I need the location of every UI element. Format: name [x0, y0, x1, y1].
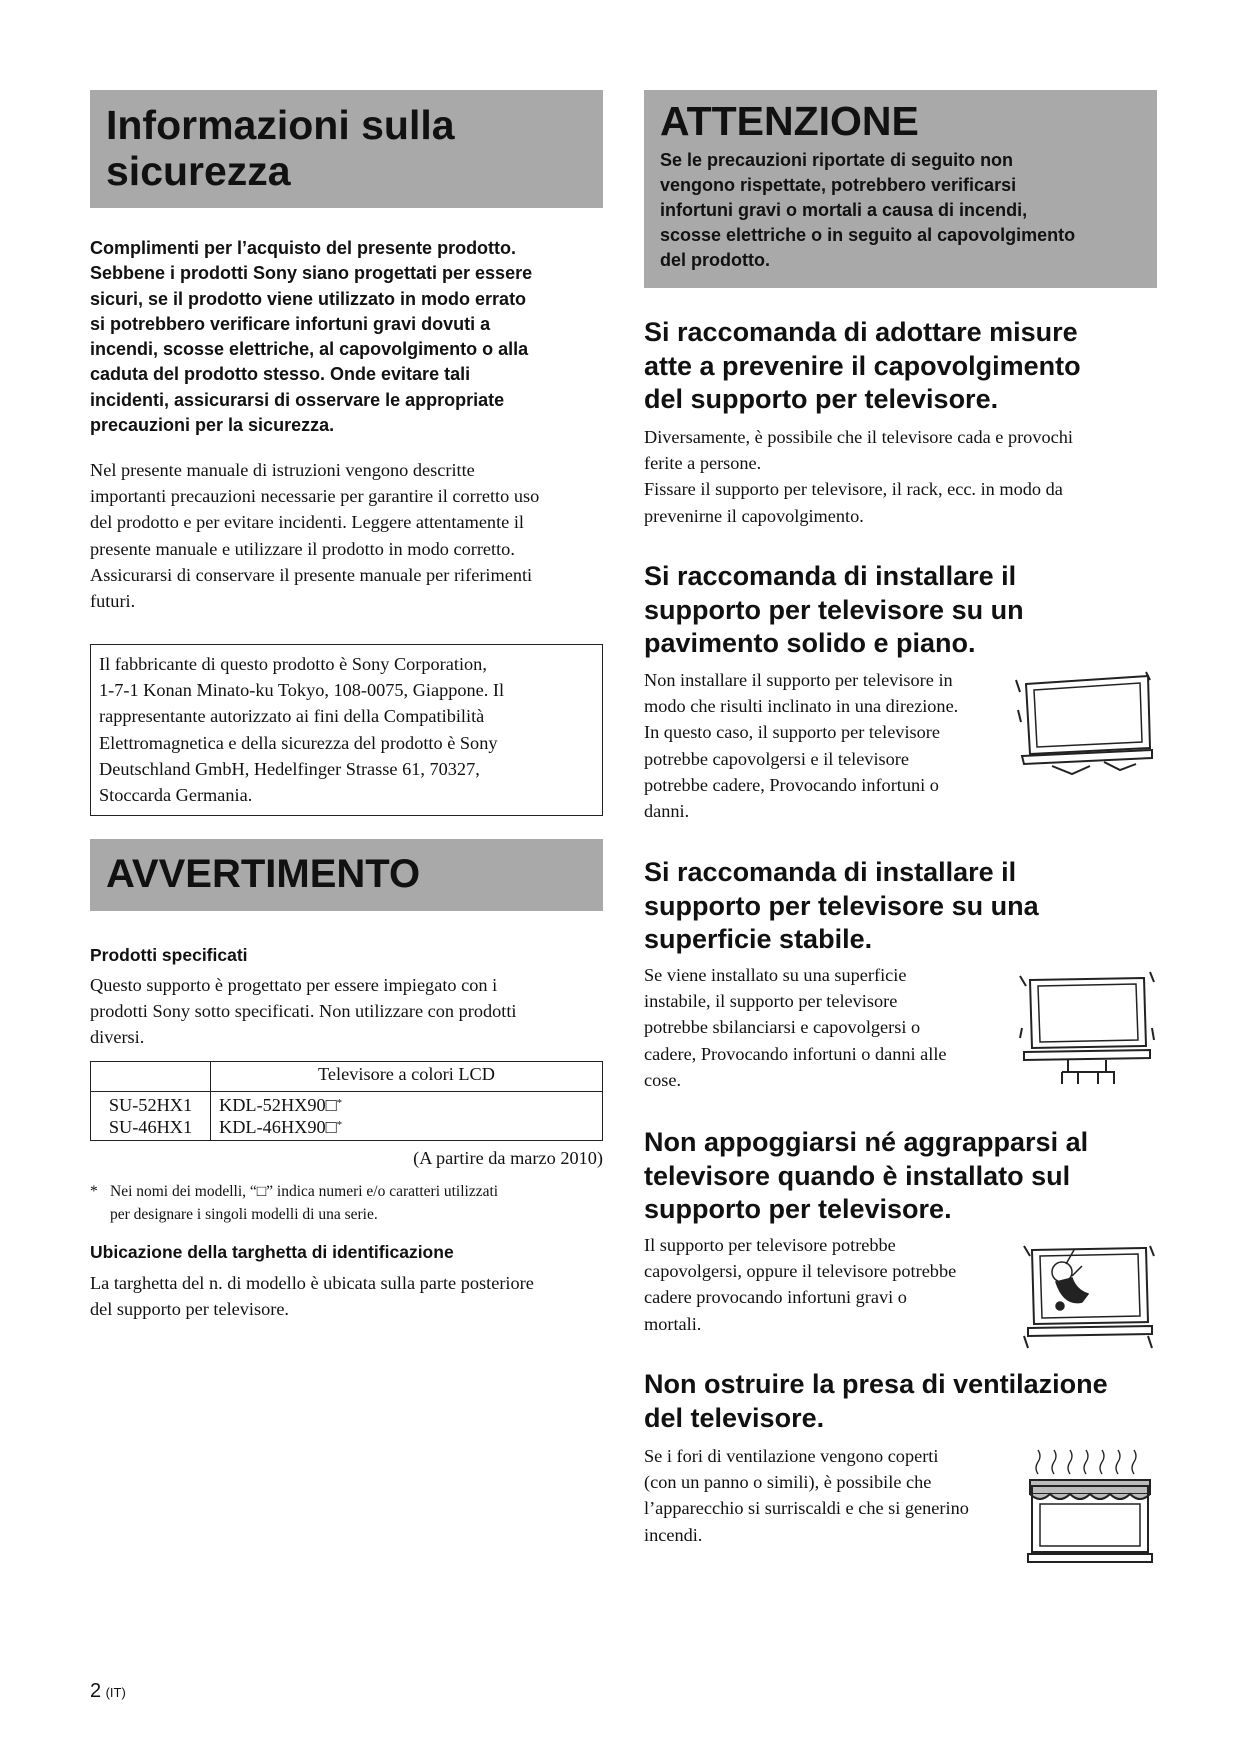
table-header-row	[91, 1062, 603, 1092]
page-language: (IT)	[105, 1685, 126, 1700]
manufacturer-box	[90, 644, 603, 816]
page-number: 2	[90, 1680, 102, 1702]
covered-ventilation-illustration	[1024, 1446, 1156, 1572]
date-note: (A partire da marzo 2010)	[413, 1148, 603, 1168]
section-text-stable-surface: Se viene installato su una superficie instabile, il supporto per televisore potrebbe sbilanciarsi e capovolgersi o cadere, Provocando infortuni o danni alle cose.	[644, 965, 947, 1090]
section-text-tip-over: Diversamente, è possibile che il televisore cada e provochi ferite a persone. Fissare il supporto per televisore, il rack, ecc. in modo da prevenirne il capovolgimento.	[644, 427, 1073, 526]
footnote-mark: *	[90, 1183, 98, 1200]
attention-title: ATTENZIONE	[660, 98, 919, 144]
section-heading-stable-surface: Si raccomanda di installare il supporto per televisore su una superficie stabile.	[644, 857, 1039, 954]
products-table	[90, 1061, 603, 1141]
safety-title: Informazioni sulla sicurezza	[106, 102, 455, 194]
table-cell-tvs	[211, 1092, 603, 1141]
child-climbing-tv-illustration	[1022, 1236, 1156, 1352]
tv-model-name: KDL-46HX90□	[219, 1117, 337, 1137]
tilted-tv-illustration	[1012, 670, 1154, 782]
table-row	[91, 1092, 603, 1141]
attention-box	[644, 90, 1157, 288]
location-text: La targhetta del n. di modello è ubicata sulla parte posteriore del supporto per televisore.	[90, 1273, 534, 1320]
section-heading-ventilation: Non ostruire la presa di ventilazione del televisore.	[644, 1369, 1108, 1433]
intro-text: Complimenti per l’acquisto del presente prodotto. Sebbene i prodotti Sony siano progettati per essere sicuri, se il prodotto viene utilizzato in modo errato si potrebbero verificare infortuni gravi dovuti a incendi, scosse elettriche, al capovolgimento o alla caduta del prodotto stesso. Onde evitare tali incidenti, assicurarsi di osservare le appropriate precauzioni per la sicurezza.	[90, 238, 533, 436]
products-heading: Prodotti specificati	[90, 945, 248, 965]
tv-model-mark: *	[336, 1119, 343, 1131]
location-heading: Ubicazione della targhetta di identificazione	[90, 1242, 454, 1262]
stand-model: SU-52HX1	[108, 1095, 193, 1115]
safety-title-box	[90, 90, 603, 208]
tv-model-mark: *	[336, 1097, 343, 1109]
attention-text: Se le precauzioni riportate di seguito non vengono rispettate, potrebbero verificarsi infortuni gravi o mortali a causa di incendi, scosse elettriche o in seguito al capovolgimento del prodotto.	[660, 150, 1076, 270]
table-header-cell	[91, 1062, 211, 1092]
section-text-no-leaning: Il supporto per televisore potrebbe capovolgersi, oppure il televisore potrebbe cadere provocando infortuni gravi o mortali.	[644, 1235, 957, 1334]
products-table-wrap	[90, 1061, 603, 1141]
section-heading-tip-over: Si raccomanda di adottare misure atte a prevenire il capovolgimento del supporto per televisore.	[644, 317, 1081, 414]
table-cell-stands	[91, 1092, 211, 1141]
manufacturer-text: Il fabbricante di questo prodotto è Sony Corporation, 1-7-1 Konan Minato-ku Tokyo, 108-0075, Giappone. Il rappresentante autorizzato ai fini della Compatibilità Elettromagnetica e della sicurezza del prodotto è Sony Deutschland GmbH, Hedelfinger Strasse 61, 70327, Stoccarda Germania.	[99, 654, 505, 806]
manual-paragraph: Nel presente manuale di istruzioni vengono descritte importanti precauzioni necessarie per garantire il corretto uso del prodotto e per evitare incidenti. Leggere attentamente il presente manuale e utilizzare il prodotto in modo corretto. Assicurarsi di conservare il presente manuale per riferimenti futuri.	[90, 460, 540, 612]
table-header-cell: Televisore a colori LCD	[211, 1062, 603, 1092]
tv-model-name: KDL-52HX90□	[219, 1095, 337, 1115]
unstable-tv-illustration	[1018, 968, 1156, 1088]
section-heading-no-leaning: Non appoggiarsi né aggrapparsi al televisore quando è installato sul supporto per televisore.	[644, 1127, 1089, 1224]
section-heading-solid-floor: Si raccomanda di installare il supporto per televisore su un pavimento solido e piano.	[644, 561, 1024, 658]
warning-title-box	[90, 839, 603, 911]
section-text-solid-floor: Non installare il supporto per televisore in modo che risulti inclinato in una direzione. In questo caso, il supporto per televisore potrebbe capovolgersi e il televisore potrebbe cadere, Provocando infortuni o danni.	[644, 670, 959, 822]
page-footer	[90, 1680, 126, 1703]
tv-model	[219, 1094, 594, 1116]
footnote-text: Nei nomi dei modelli, “□” indica numeri e/o caratteri utilizzati per designare i singoli modelli di una serie.	[110, 1183, 499, 1223]
warning-title: AVVERTIMENTO	[106, 852, 421, 896]
section-text-ventilation: Se i fori di ventilazione vengono coperti (con un panno o simili), è possibile che l’apparecchio si surriscaldi e che si generino incendi.	[644, 1446, 969, 1545]
tv-model	[219, 1116, 594, 1138]
products-text: Questo supporto è progettato per essere impiegato con i prodotti Sony sotto specificati. Non utilizzare con prodotti diversi.	[90, 975, 517, 1048]
stand-model: SU-46HX1	[108, 1117, 193, 1137]
